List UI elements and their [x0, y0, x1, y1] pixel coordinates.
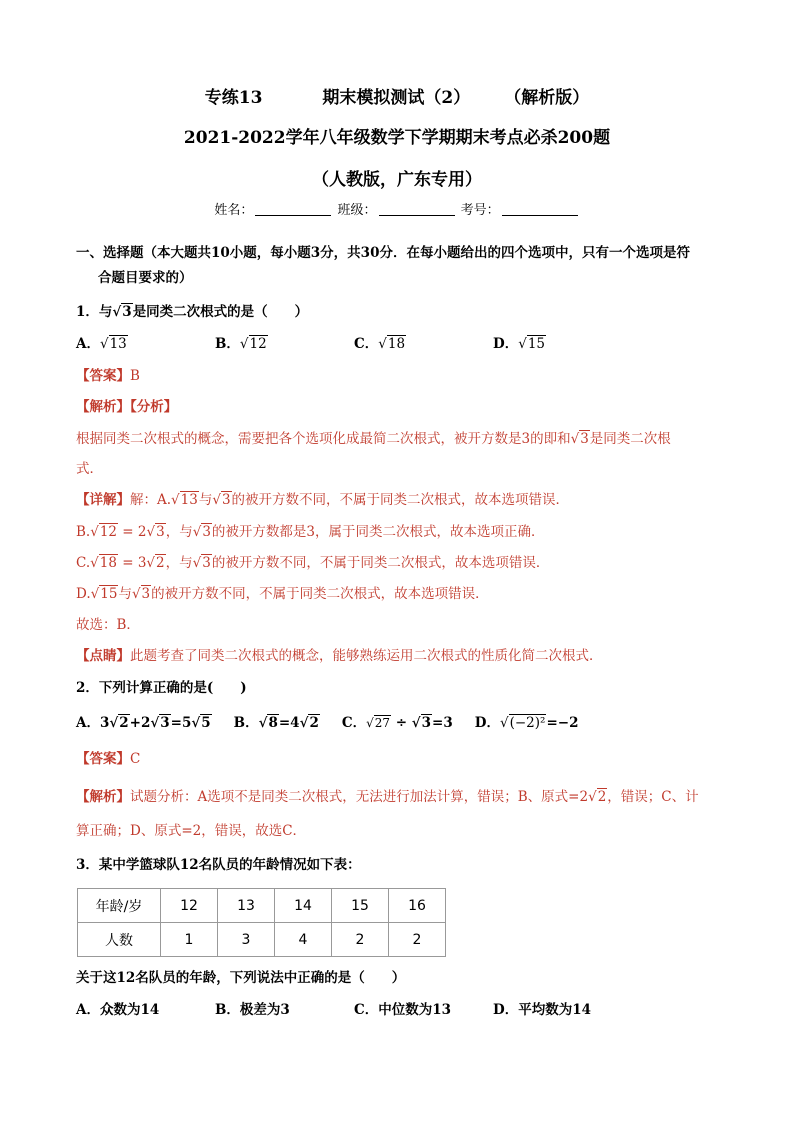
q3-option-d[interactable]: D．平均数为14	[493, 1002, 591, 1018]
table-cell: 15	[332, 889, 389, 923]
q1-analysis-tag: 【解析】【分析】	[76, 399, 178, 415]
table-cell: 2	[389, 923, 446, 957]
name-blank[interactable]	[255, 201, 331, 216]
table-header-cell: 年龄/岁	[78, 889, 161, 923]
table-cell: 12	[161, 889, 218, 923]
q1-detail-a: 【详解】解：A.√13与√3的被开方数不同，不属于同类二次根式，故本选项错误．	[76, 492, 570, 508]
table-cell: 3	[218, 923, 275, 957]
q2-option-d[interactable]: D．√(−2)²=−2	[474, 715, 579, 731]
table-row	[78, 889, 446, 923]
q1-option-c[interactable]: C．√18	[354, 336, 406, 352]
table-cell: 14	[275, 889, 332, 923]
doc-subtitle: 2021-2022学年八年级数学下学期期末考点必杀200题	[183, 128, 611, 148]
q3-options	[76, 1000, 632, 1020]
q1-detail-d: D.√15与√3的被开方数不同，不属于同类二次根式，故本选项错误．	[76, 586, 489, 602]
table-header-cell: 人数	[78, 923, 161, 957]
q3-option-c[interactable]: C．中位数为13	[354, 1002, 452, 1018]
doc-edition: （人教版，广东专用）	[312, 170, 482, 190]
q1-option-d[interactable]: D．√15	[493, 336, 546, 352]
q2-stem: 2．下列计算正确的是( )	[76, 680, 247, 696]
q2-option-c[interactable]: C．√27 ÷ √3=3	[341, 715, 453, 731]
exam-blank[interactable]	[502, 201, 578, 216]
q2-analysis-line1: 【解析】试题分析：A选项不是同类二次根式，无法进行加法计算，错误；B、原式=2√2，错误；C、计	[76, 789, 699, 805]
q1-detail-c: C.√18 = 3√2，与√3的被开方数不同，不属于同类二次根式，故本选项错误．	[76, 555, 550, 571]
sqrt-icon: √3	[112, 304, 132, 320]
q3-question: 关于这12名队员的年龄，下列说法中正确的是（ ）	[76, 970, 406, 986]
q1-options	[76, 334, 632, 354]
title-right: （解析版）	[504, 88, 590, 108]
table-cell: 1	[161, 923, 218, 957]
table-row	[78, 923, 446, 957]
table-cell: 2	[332, 923, 389, 957]
student-info	[0, 201, 794, 221]
q2-analysis-line2: 算正确；D、原式=2，错误，故选C．	[76, 823, 307, 839]
q1-choose: 故选：B．	[76, 617, 140, 633]
q1-option-a[interactable]: A．√13	[76, 336, 127, 352]
section1-line1: 一、选择题（本大题共10小题，每小题3分，共30分．在每小题给出的四个选项中，只有一个选项是符	[76, 245, 690, 261]
q2-answer: 【答案】C	[76, 751, 141, 767]
age-table	[77, 888, 446, 957]
class-label: 班级：	[337, 203, 377, 218]
table-cell: 4	[275, 923, 332, 957]
q1-detail-b: B.√12 = 2√3，与√3的被开方数都是3，属于同类二次根式，故本选项正确．	[76, 524, 545, 540]
q2-option-b[interactable]: B．√8=4√2	[233, 715, 319, 731]
q1-analysis-line2: 式．	[76, 461, 103, 477]
exam-label: 考号：	[460, 203, 500, 218]
q3-option-b[interactable]: B．极差为3	[215, 1002, 290, 1018]
section1-line2: 合题目要求的）	[98, 270, 193, 286]
class-blank[interactable]	[379, 201, 455, 216]
q2-options	[76, 713, 600, 733]
doc-title	[0, 88, 794, 108]
q2-option-a[interactable]: A．3√2+2√3=5√5	[76, 715, 211, 731]
table-cell: 16	[389, 889, 446, 923]
q1-option-b[interactable]: B．√12	[215, 336, 267, 352]
table-cell: 13	[218, 889, 275, 923]
title-left: 专练13	[204, 88, 263, 108]
title-mid: 期末模拟测试（2）	[322, 88, 471, 108]
q3-option-a[interactable]: A．众数为14	[76, 1002, 160, 1018]
q3-stem: 3．某中学篮球队12名队员的年龄情况如下表：	[76, 857, 361, 873]
q1-analysis-line1: 根据同类二次根式的概念，需要把各个选项化成最简二次根式，被开方数是3的即和√3是同类二次根	[76, 431, 671, 447]
q1-comment: 【点睛】此题考查了同类二次根式的概念，能够熟练运用二次根式的性质化简二次根式．	[76, 648, 603, 664]
name-label: 姓名：	[214, 203, 254, 218]
q1-answer: 【答案】B	[76, 368, 140, 384]
q1-stem: 1．与√3是同类二次根式的是（ ）	[76, 304, 309, 320]
